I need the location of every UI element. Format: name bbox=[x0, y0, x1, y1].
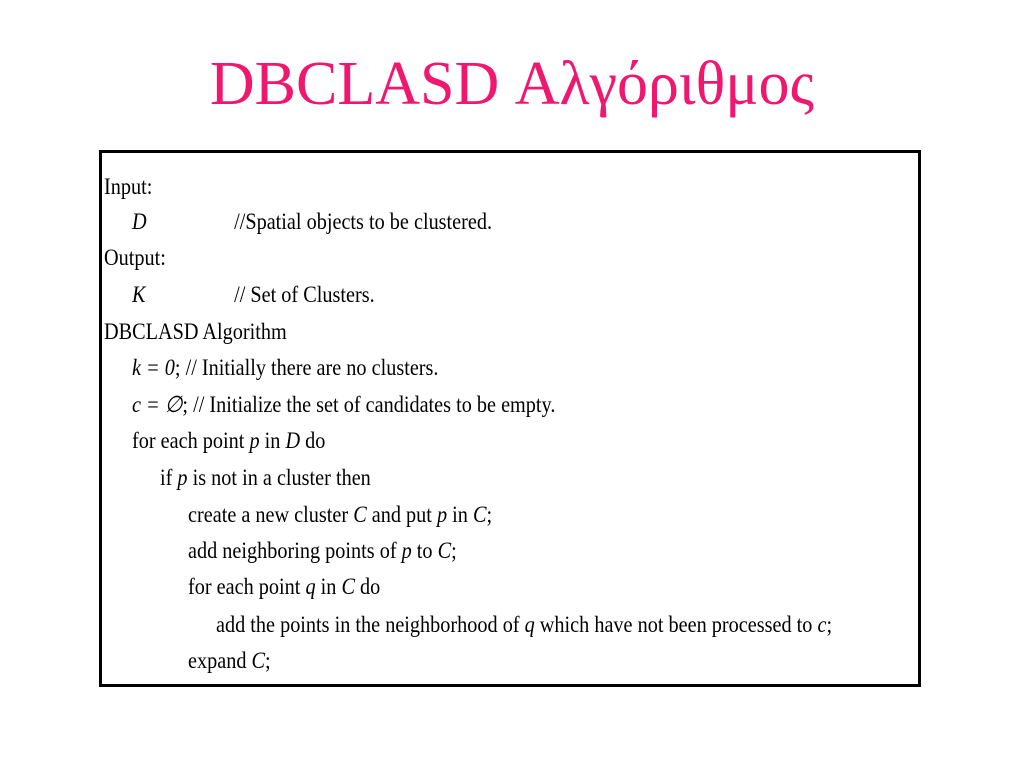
text: in bbox=[259, 428, 286, 453]
text: is not in a cluster then bbox=[187, 465, 371, 490]
text: which have not been processed to bbox=[534, 612, 818, 637]
algo-line-create-cluster bbox=[188, 501, 492, 529]
math-k-zero: k = 0 bbox=[132, 355, 175, 380]
math-var: C bbox=[437, 538, 452, 563]
algo-line-expand bbox=[188, 647, 271, 675]
input-comment: //Spatial objects to be clustered. bbox=[234, 209, 493, 234]
math-var: C bbox=[251, 648, 266, 673]
algo-line-add-points bbox=[216, 611, 832, 639]
algorithm-header: DBCLASD Algorithm bbox=[104, 319, 287, 344]
text: do bbox=[300, 428, 326, 453]
math-var: C bbox=[353, 502, 367, 527]
text: add the points in the neighborhood of bbox=[216, 612, 525, 637]
algo-line-add-neighbors bbox=[188, 537, 457, 565]
text: ; // Initialize the set of candidates to be empty. bbox=[182, 392, 556, 417]
algo-line-init-c bbox=[132, 391, 555, 419]
text: for each point bbox=[132, 428, 250, 453]
math-c-empty: c = ∅ bbox=[132, 392, 183, 417]
algo-line-for-each-p bbox=[132, 427, 325, 455]
math-var: q bbox=[305, 574, 316, 599]
algorithm-box bbox=[99, 150, 921, 687]
input-line bbox=[132, 208, 493, 236]
text: add neighboring points of bbox=[188, 538, 402, 563]
algo-line-for-each-q bbox=[188, 573, 380, 601]
output-comment: // Set of Clusters. bbox=[234, 282, 375, 307]
text: in bbox=[315, 574, 342, 599]
math-var: C bbox=[341, 574, 355, 599]
text: ; // Initially there are no clusters. bbox=[174, 355, 439, 380]
algo-line-init-k bbox=[132, 354, 438, 382]
math-var: p bbox=[177, 465, 188, 490]
output-line bbox=[132, 281, 375, 309]
math-var: p bbox=[436, 502, 448, 527]
slide-title: DBCLASD Αλγόριθμος bbox=[209, 50, 815, 118]
math-var: D bbox=[285, 428, 301, 453]
text: expand bbox=[188, 648, 252, 673]
text: ; bbox=[265, 648, 271, 673]
text: do bbox=[354, 574, 381, 599]
output-var: K bbox=[132, 282, 146, 307]
text: create a new cluster bbox=[188, 502, 354, 527]
math-var: C bbox=[472, 502, 487, 527]
text: and put bbox=[366, 502, 437, 527]
math-var: p bbox=[401, 538, 412, 563]
text: ; bbox=[451, 538, 457, 563]
text: ; bbox=[826, 612, 833, 637]
input-label: Input: bbox=[104, 174, 153, 199]
text: if bbox=[160, 465, 178, 490]
text: for each point bbox=[188, 574, 306, 599]
math-var: p bbox=[249, 428, 260, 453]
text: in bbox=[447, 502, 473, 527]
algo-line-if-not-cluster bbox=[160, 464, 371, 492]
input-var: D bbox=[132, 209, 147, 234]
text: to bbox=[411, 538, 438, 563]
math-var: c bbox=[817, 612, 827, 637]
output-label: Output: bbox=[104, 245, 166, 270]
text: ; bbox=[486, 502, 493, 527]
math-var: q bbox=[524, 612, 535, 637]
